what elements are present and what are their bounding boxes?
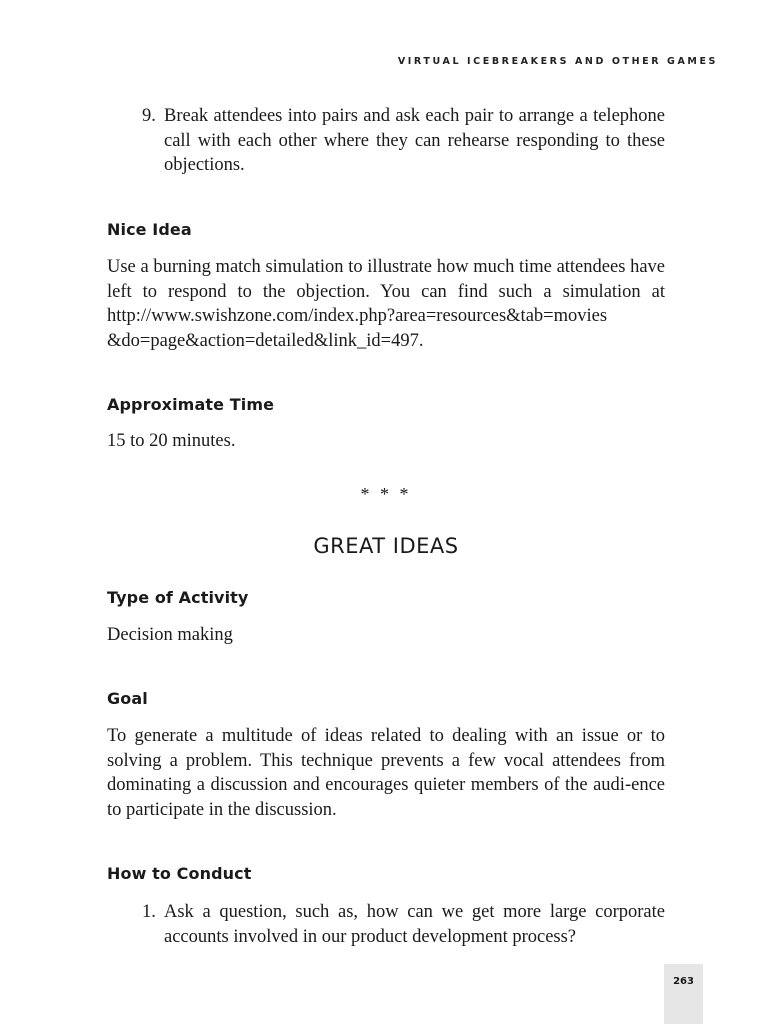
list-item-text: Ask a question, such as, how can we get more large corporate accounts involved in our product development process? — [164, 902, 665, 947]
list-item-step-1 — [142, 900, 665, 949]
heading-goal: Goal — [107, 689, 148, 708]
heading-nice-idea: Nice Idea — [107, 220, 192, 239]
paragraph-approximate-time: 15 to 20 minutes. — [107, 431, 236, 451]
paragraph-goal: To generate a multitude of ideas related to dealing with an issue or to solving a problem. This technique prevents a few vocal attendees from dominating a discussion and encourages quieter members of the audi-ence to participate in the discussion. — [107, 726, 665, 820]
paragraph-nice-idea: Use a burning match simulation to illustrate how much time attendees have left to respond to the objection. You can find such a simulation at http://www.swishzone.com/index.php?area=resources&tab=movies &do=page&action=detailed&link_id=497. — [107, 257, 665, 351]
heading-how-to-conduct: How to Conduct — [107, 864, 252, 883]
page-number-tab — [664, 964, 703, 1024]
section-separator: * * * — [360, 484, 412, 504]
section-title: GREAT IDEAS — [313, 534, 459, 558]
paragraph-type-of-activity: Decision making — [107, 625, 233, 645]
running-head: VIRTUAL ICEBREAKERS AND OTHER GAMES — [397, 56, 718, 67]
heading-type-of-activity: Type of Activity — [107, 588, 249, 607]
list-item-text: Break attendees into pairs and ask each pair to arrange a telephone call with each other where they can rehearse responding to these objections. — [164, 106, 665, 176]
heading-approximate-time: Approximate Time — [107, 395, 275, 414]
page-number: 263 — [673, 976, 694, 987]
list-item-step-9 — [142, 104, 665, 178]
list-number: 1. — [142, 902, 156, 922]
list-number: 9. — [142, 106, 156, 126]
